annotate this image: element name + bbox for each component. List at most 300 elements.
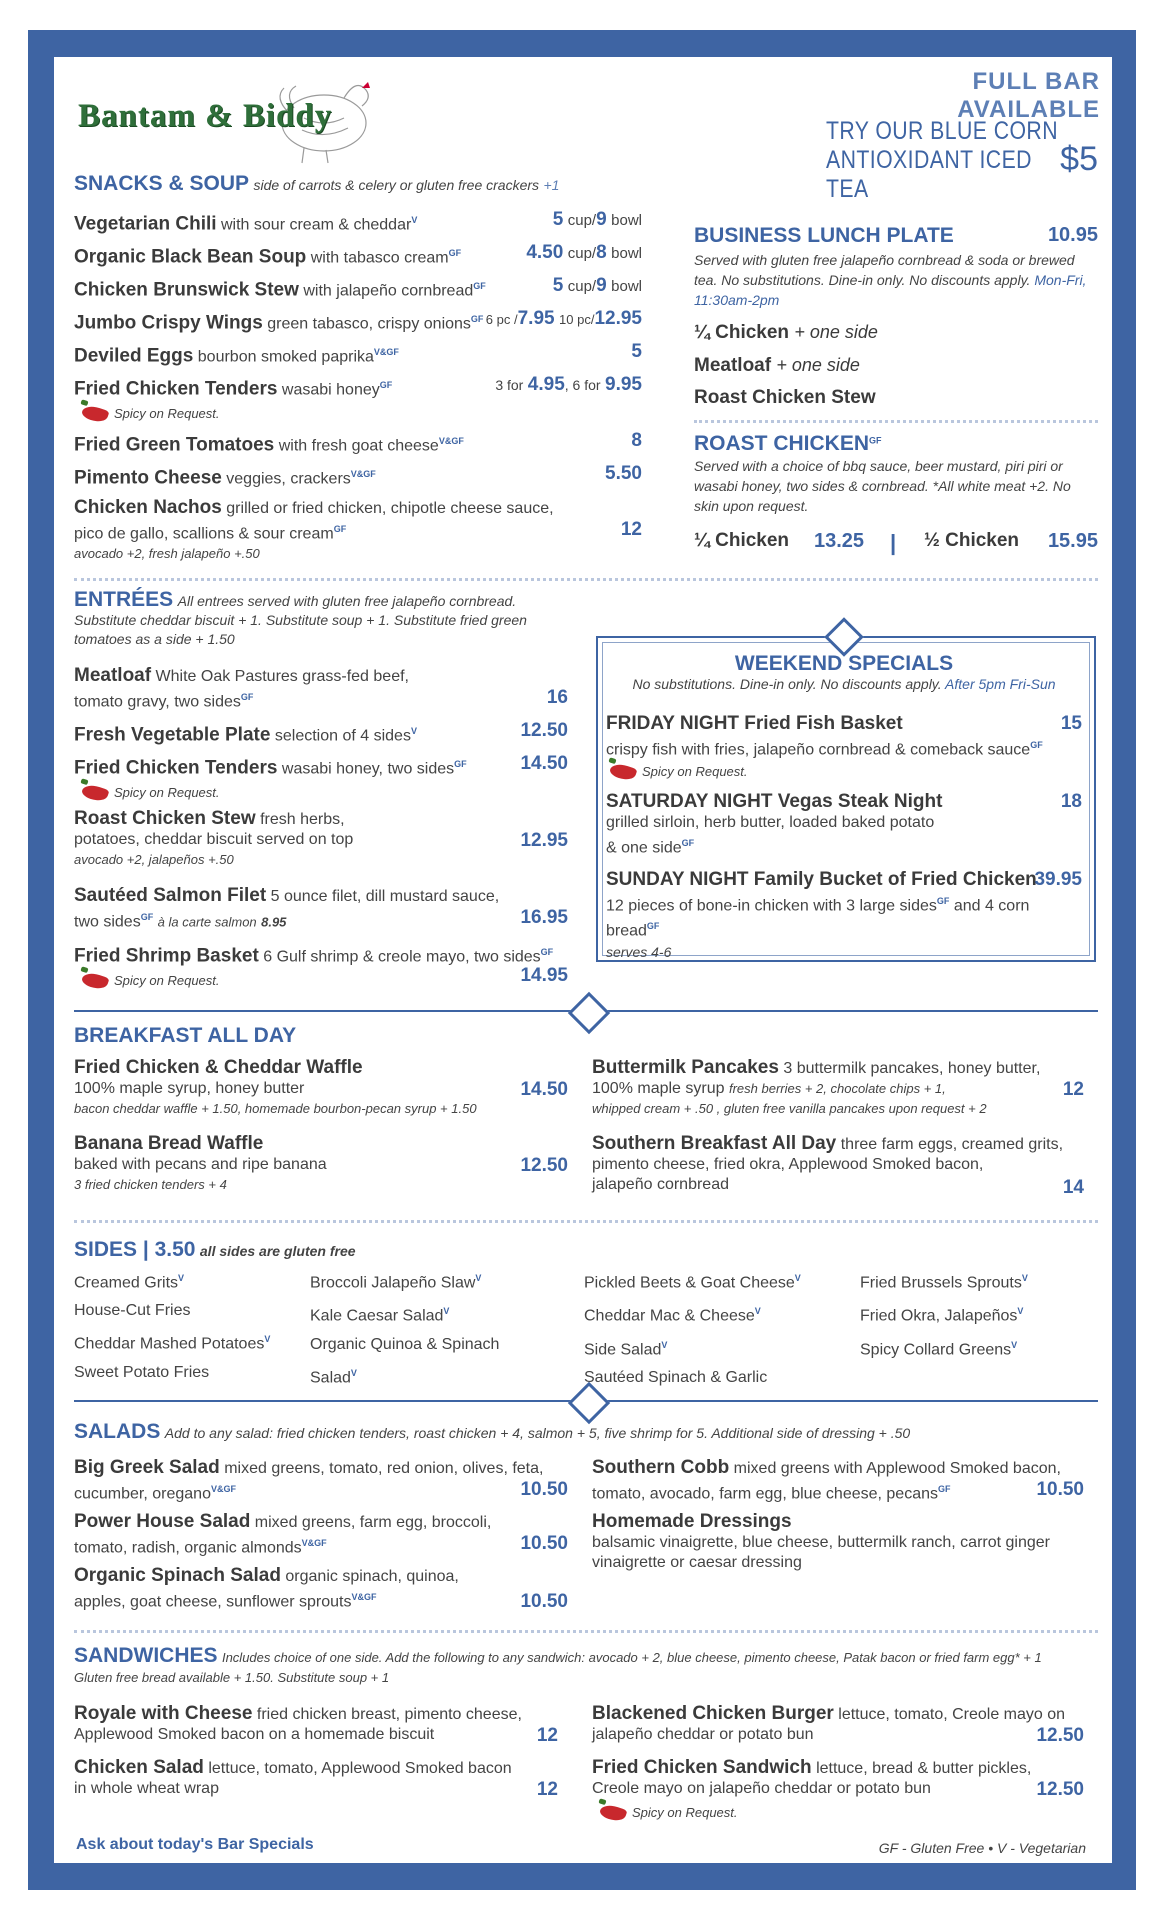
item-name: Southern Breakfast All Day bbox=[592, 1133, 837, 1154]
side-name: Side Salad bbox=[584, 1340, 662, 1358]
price: 5 bbox=[631, 341, 642, 362]
item-name: Fried Chicken & Cheddar Waffle bbox=[74, 1057, 363, 1078]
price: 14.50 bbox=[520, 1079, 568, 1100]
diet-tag: V bbox=[411, 215, 418, 225]
unit: , 6 for bbox=[564, 377, 601, 393]
diet-tag: V bbox=[754, 1306, 761, 1317]
salads-title: SALADS bbox=[74, 1420, 161, 1443]
price: 12.50 bbox=[1036, 1779, 1084, 1800]
price: 12.95 bbox=[520, 830, 568, 851]
lunch-option bbox=[694, 349, 1098, 382]
item-desc: balsamic vinaigrette, blue cheese, buttermilk ranch, carrot ginger bbox=[592, 1534, 1050, 1551]
lunch-options bbox=[694, 316, 1098, 414]
side-item bbox=[74, 1264, 304, 1297]
a-la-carte-price: 8.95 bbox=[261, 914, 287, 930]
bowl-price: 8 bbox=[596, 242, 607, 263]
side-name: Fried Brussels Sprouts bbox=[860, 1274, 1022, 1292]
side-item bbox=[584, 1297, 854, 1330]
side-name: House-Cut Fries bbox=[74, 1302, 191, 1320]
item-name: Homemade Dressings bbox=[592, 1511, 792, 1532]
side-name: Sautéed Spinach & Garlic bbox=[584, 1368, 768, 1386]
diet-tag: V&GF bbox=[301, 1538, 327, 1548]
tea-line-2: ANTIOXIDANT ICED TEA bbox=[826, 146, 1032, 203]
unit: bowl bbox=[611, 278, 642, 295]
menu-item bbox=[74, 721, 568, 746]
item-name: Vegetarian Chili bbox=[74, 213, 217, 235]
item-name: Big Greek Salad bbox=[74, 1457, 220, 1478]
item-name: FRIDAY NIGHT Fried Fish Basket bbox=[606, 713, 903, 734]
diet-tag: GF bbox=[470, 314, 484, 324]
roast-title: ROAST CHICKEN bbox=[694, 432, 870, 455]
chili-pepper-icon bbox=[598, 1802, 627, 1823]
item-name: Chicken Salad bbox=[74, 1757, 204, 1778]
item-name: Deviled Eggs bbox=[74, 345, 194, 367]
side-name: Cheddar Mac & Cheese bbox=[584, 1307, 755, 1325]
cup-price: 5 bbox=[552, 209, 564, 230]
option-extra: + one side bbox=[776, 355, 860, 375]
diet-tag: GF bbox=[681, 838, 695, 848]
item-desc: with sour cream & cheddar bbox=[221, 216, 412, 234]
item-desc: organic spinach, quinoa, bbox=[285, 1568, 459, 1585]
tea-line-2-row bbox=[826, 140, 1106, 204]
side-item bbox=[584, 1264, 854, 1297]
menu-item bbox=[592, 1058, 1084, 1119]
item-name: Organic Black Bean Soup bbox=[74, 246, 307, 268]
diet-tag: V bbox=[794, 1273, 801, 1283]
chili-pepper-icon bbox=[80, 970, 109, 991]
lunch-title: BUSINESS LUNCH PLATE bbox=[694, 224, 954, 247]
snacks-note: side of carrots & celery or gluten free crackers bbox=[253, 177, 540, 193]
price: 12 bbox=[536, 1779, 558, 1800]
menu-item bbox=[74, 342, 642, 367]
diet-tag: GF bbox=[240, 692, 254, 702]
spicy-note bbox=[82, 783, 568, 803]
unit: cup/ bbox=[567, 212, 597, 229]
item-desc: tomato gravy, two sides bbox=[74, 693, 241, 711]
spicy-note bbox=[82, 971, 568, 991]
item-desc: apples, goat cheese, sunflower sprouts bbox=[74, 1593, 352, 1611]
item-desc: tomato, avocado, farm egg, blue cheese, pecans bbox=[592, 1485, 938, 1503]
menu-item bbox=[592, 1704, 1084, 1745]
price: 10.50 bbox=[520, 1479, 568, 1500]
entrees-title: ENTRÉES bbox=[74, 588, 174, 611]
snacks-note-price: +1 bbox=[543, 177, 560, 193]
diet-tag: GF bbox=[454, 759, 467, 769]
divider bbox=[694, 420, 1098, 423]
item-desc: in whole wheat wrap bbox=[74, 1780, 219, 1797]
item-desc: 100% maple syrup bbox=[592, 1080, 725, 1097]
item-desc: cucumber, oregano bbox=[74, 1485, 211, 1503]
menu-item bbox=[74, 1566, 568, 1612]
spicy-note bbox=[610, 762, 1082, 782]
item-name: Fried Chicken Tenders bbox=[74, 757, 278, 779]
price: 10.50 bbox=[520, 1591, 568, 1612]
item-name: Sautéed Salmon Filet bbox=[74, 885, 267, 906]
lunch-desc-text: Served with gluten free jalapeño cornbread & soda or brewed tea. No substitutions. Dine-in only. No discounts apply. bbox=[694, 252, 1075, 288]
spicy-text: Spicy on Request. bbox=[642, 764, 748, 780]
diet-tag: V bbox=[1021, 1273, 1028, 1283]
option-name: Roast Chicken Stew bbox=[694, 387, 876, 408]
weekend-note bbox=[606, 676, 1082, 692]
item-desc: veggies, crackers bbox=[226, 470, 351, 488]
side-item bbox=[74, 1297, 304, 1325]
unit: 3 for bbox=[495, 377, 524, 393]
entrees-note: All entrees served with gluten free jalapeño cornbread. Substitute cheddar biscuit + 1. Substitute soup + 1. Substitute fried green tomatoes as a side + 1.50 bbox=[74, 593, 527, 647]
item-desc: grilled sirloin, herb butter, loaded baked potato bbox=[606, 814, 935, 831]
price: 8 bbox=[631, 430, 642, 451]
price: 14.95 bbox=[520, 965, 568, 986]
breakfast-title: BREAKFAST ALL DAY bbox=[74, 1024, 297, 1047]
item-note: 3 fried chicken tenders + 4 bbox=[74, 1177, 227, 1192]
item-desc: and 4 corn bread bbox=[606, 897, 1030, 940]
menu-item bbox=[74, 1758, 568, 1799]
diet-tag: V bbox=[1011, 1339, 1018, 1350]
chili-pepper-icon bbox=[80, 403, 109, 424]
option-extra: + one side bbox=[794, 322, 878, 342]
side-name: Broccoli Jalapeño Slaw bbox=[310, 1274, 476, 1292]
side-name: Spicy Collard Greens bbox=[860, 1340, 1012, 1358]
item-desc: with fresh goat cheese bbox=[278, 437, 439, 455]
sides-note: all sides are gluten free bbox=[199, 1243, 356, 1259]
item-desc: bourbon smoked paprika bbox=[197, 348, 374, 366]
menu-item bbox=[592, 1758, 1084, 1823]
price: 4.95 bbox=[527, 374, 565, 395]
item-desc: lettuce, tomato, Applewood Smoked bacon bbox=[208, 1760, 512, 1777]
item-desc: jalapeño cheddar or potato bun bbox=[592, 1726, 814, 1743]
item-desc: 3 buttermilk pancakes, honey butter, bbox=[783, 1060, 1041, 1077]
item-desc: with tabasco cream bbox=[310, 249, 449, 267]
price: 12.50 bbox=[520, 720, 568, 741]
item-desc: selection of 4 sides bbox=[274, 727, 411, 745]
a-la-carte: à la carte salmon bbox=[157, 914, 257, 930]
weekend-specials bbox=[606, 652, 1082, 692]
item-desc: 12 pieces of bone-in chicken with 3 large sides bbox=[606, 897, 937, 915]
diet-tag: V bbox=[443, 1306, 450, 1317]
menu-item bbox=[74, 431, 642, 456]
menu-item bbox=[74, 1058, 568, 1119]
item-desc: three farm eggs, creamed grits, bbox=[840, 1136, 1064, 1153]
side-item bbox=[860, 1331, 1090, 1364]
item-name: Meatloaf bbox=[74, 665, 152, 686]
item-name: SUNDAY NIGHT Family Bucket of Fried Chicken bbox=[606, 869, 1037, 890]
diet-tag: V bbox=[661, 1339, 668, 1350]
item-name: Banana Bread Waffle bbox=[74, 1133, 264, 1154]
unit: bowl bbox=[611, 212, 642, 229]
divider bbox=[74, 1220, 1098, 1223]
separator: | bbox=[890, 530, 897, 555]
sandwiches-note: Gluten free bread available + 1.50. Substitute soup + 1 bbox=[74, 1670, 390, 1685]
menu-item bbox=[74, 1704, 568, 1745]
entrees-section bbox=[74, 590, 568, 649]
diet-tag: V bbox=[264, 1334, 271, 1345]
item-name: Roast Chicken Stew bbox=[74, 808, 256, 829]
price: 12 bbox=[1062, 1079, 1084, 1100]
spicy-text: Spicy on Request. bbox=[114, 406, 220, 422]
tea-line-1: TRY OUR BLUE CORN bbox=[826, 117, 1058, 145]
item-desc: fried chicken breast, pimento cheese, bbox=[256, 1706, 522, 1723]
cup-price: 5 bbox=[552, 275, 564, 296]
item-note: bacon cheddar waffle + 1.50, homemade bourbon-pecan syrup + 1.50 bbox=[74, 1101, 477, 1116]
item-desc: mixed greens, farm egg, broccoli, bbox=[254, 1514, 492, 1531]
price: 18 bbox=[1060, 791, 1082, 812]
item-desc: baked with pecans and ripe banana bbox=[74, 1156, 327, 1173]
diet-tag: V bbox=[1017, 1306, 1024, 1317]
item-name: Fried Chicken Sandwich bbox=[592, 1757, 812, 1778]
menu-item bbox=[74, 210, 642, 235]
side-name: Kale Caesar Salad bbox=[310, 1307, 444, 1325]
price: 16 bbox=[546, 687, 568, 708]
price: 16.95 bbox=[520, 907, 568, 928]
bowl-price: 9 bbox=[596, 209, 607, 230]
side-item bbox=[310, 1297, 570, 1330]
item-desc: fresh herbs, bbox=[260, 811, 345, 828]
unit: cup/ bbox=[567, 245, 597, 262]
side-item bbox=[310, 1331, 570, 1359]
snacks-header bbox=[74, 172, 642, 196]
item-desc: mixed greens, tomato, red onion, olives, feta, bbox=[224, 1460, 544, 1477]
sandwiches-title: SANDWICHES bbox=[74, 1644, 218, 1667]
item-note: avocado +2, fresh jalapeño +.50 bbox=[74, 546, 260, 562]
bar-specials: Ask about today's Bar Specials bbox=[76, 1836, 314, 1853]
roast-chicken-section bbox=[694, 432, 1098, 558]
diet-tag: V&GF bbox=[438, 436, 464, 446]
menu-item bbox=[74, 666, 568, 712]
lunch-price: 10.95 bbox=[1047, 224, 1098, 246]
unit: cup/ bbox=[567, 278, 597, 295]
entrees-header bbox=[74, 590, 568, 649]
menu-item bbox=[74, 809, 568, 870]
item-desc: wasabi honey bbox=[281, 381, 380, 399]
tea-price: $5 bbox=[1060, 140, 1098, 178]
item-desc: White Oak Pastures grass-fed beef, bbox=[155, 668, 409, 685]
salads-header bbox=[74, 1420, 1098, 1444]
weekend-when: After 5pm Fri-Sun bbox=[945, 676, 1056, 692]
item-desc: jalapeño cornbread bbox=[592, 1176, 729, 1193]
sides-header bbox=[74, 1238, 356, 1262]
chili-pepper-icon bbox=[608, 761, 637, 782]
lunch-hours: Mon-Fri, 11:30am-2pm bbox=[694, 272, 1087, 308]
side-item bbox=[74, 1359, 304, 1387]
item-name: Fried Shrimp Basket bbox=[74, 945, 259, 967]
menu-item bbox=[74, 276, 642, 301]
menu-item bbox=[74, 1134, 568, 1195]
lunch-option bbox=[694, 316, 1098, 349]
item-name: Organic Spinach Salad bbox=[74, 1565, 281, 1586]
item-name: Chicken Nachos bbox=[74, 497, 222, 518]
side-item bbox=[310, 1264, 570, 1297]
quarter-price: 13.25 bbox=[814, 530, 865, 552]
price: 9.95 bbox=[605, 374, 642, 395]
menu-item bbox=[74, 309, 642, 334]
sides-column bbox=[310, 1264, 570, 1392]
item-desc: lettuce, tomato, Creole mayo on bbox=[838, 1706, 1066, 1723]
item-desc: Creole mayo on jalapeño cheddar or potato bun bbox=[592, 1780, 931, 1797]
item-name: Fried Chicken Tenders bbox=[74, 378, 278, 400]
diet-tag: V&GF bbox=[210, 1484, 236, 1494]
price: 12 bbox=[536, 1725, 558, 1746]
roast-prices bbox=[694, 530, 1098, 558]
side-name: Sweet Potato Fries bbox=[74, 1363, 210, 1381]
diet-tag: V&GF bbox=[350, 469, 376, 479]
item-desc: green tabasco, crispy onions bbox=[267, 315, 471, 333]
item-desc: 6 Gulf shrimp & creole mayo, two sides bbox=[263, 948, 541, 966]
menu-item bbox=[74, 1512, 568, 1558]
item-name: Buttermilk Pancakes bbox=[592, 1057, 779, 1078]
snacks-title: SNACKS & SOUP bbox=[74, 172, 250, 195]
diet-tag: GF bbox=[646, 921, 660, 932]
unit: 10 pc/ bbox=[559, 312, 595, 327]
diet-tag: V bbox=[178, 1273, 185, 1283]
price: 12.95 bbox=[594, 308, 642, 329]
item-desc: 5 ounce filet, dill mustard sauce, bbox=[270, 888, 500, 905]
side-item bbox=[584, 1331, 854, 1364]
item-name: Royale with Cheese bbox=[74, 1703, 253, 1724]
item-desc: tomato, radish, organic almonds bbox=[74, 1539, 302, 1557]
lunch-desc bbox=[694, 250, 1098, 310]
side-name: Pickled Beets & Goat Cheese bbox=[584, 1274, 795, 1292]
business-lunch-section bbox=[694, 224, 1098, 414]
price: 5.50 bbox=[605, 463, 642, 484]
price: 12 bbox=[620, 519, 642, 540]
item-desc: lettuce, bread & butter pickles, bbox=[816, 1760, 1032, 1777]
half-price: 15.95 bbox=[1047, 530, 1098, 552]
menu-item bbox=[74, 464, 642, 489]
diet-tag: V bbox=[350, 1367, 357, 1378]
unit: 6 pc / bbox=[485, 312, 518, 327]
menu-item bbox=[74, 375, 642, 424]
side-name: Fried Okra, Jalapeños bbox=[860, 1307, 1018, 1325]
side-name: Cheddar Mashed Potatoes bbox=[74, 1335, 265, 1353]
price: 14 bbox=[1062, 1177, 1084, 1198]
sides-title: SIDES | 3.50 bbox=[74, 1238, 196, 1261]
spicy-text: Spicy on Request. bbox=[632, 1805, 738, 1820]
menu-item bbox=[74, 942, 568, 991]
item-desc: & one side bbox=[606, 839, 682, 857]
item-note: whipped cream + .50 , gluten free vanilla pancakes upon request + 2 bbox=[592, 1101, 987, 1116]
divider bbox=[74, 1630, 1098, 1633]
price: 15 bbox=[1060, 713, 1082, 734]
diet-tag: GF bbox=[936, 896, 950, 906]
item-name: Jumbo Crispy Wings bbox=[74, 312, 263, 334]
diet-tag: GF bbox=[333, 524, 347, 534]
unit: bowl bbox=[611, 245, 642, 262]
menu-item bbox=[592, 1512, 1084, 1573]
item-desc: 100% maple syrup, honey butter bbox=[74, 1080, 305, 1097]
menu-item bbox=[592, 1133, 1084, 1198]
sides-column bbox=[74, 1264, 304, 1387]
item-name: Southern Cobb bbox=[592, 1457, 730, 1478]
diet-legend: GF - Gluten Free • V - Vegetarian bbox=[878, 1840, 1086, 1856]
item-desc: pimento cheese, fried okra, Applewood Smoked bacon, bbox=[592, 1156, 984, 1173]
divider bbox=[74, 578, 1098, 581]
side-item bbox=[310, 1359, 570, 1392]
diet-tag: GF bbox=[473, 281, 486, 291]
menu-item bbox=[74, 243, 642, 268]
snacks-section bbox=[74, 172, 642, 196]
quarter-label: ¼ Chicken bbox=[694, 530, 790, 551]
menu-item bbox=[74, 886, 568, 932]
side-name: Organic Quinoa & Spinach bbox=[310, 1335, 500, 1353]
bowl-price: 9 bbox=[596, 275, 607, 296]
diet-tag: V&GF bbox=[373, 347, 399, 357]
logo bbox=[74, 68, 444, 164]
sandwiches-header bbox=[74, 1646, 1104, 1688]
lunch-option bbox=[694, 382, 1098, 414]
price: 12.50 bbox=[1036, 1725, 1084, 1746]
sides-column bbox=[584, 1264, 854, 1392]
side-item bbox=[860, 1264, 1090, 1297]
price: 14.50 bbox=[520, 753, 568, 774]
weekend-item bbox=[606, 792, 1082, 858]
price: 12.50 bbox=[520, 1155, 568, 1176]
diet-tag: GF bbox=[869, 435, 882, 446]
sides-column bbox=[860, 1264, 1090, 1364]
price: 39.95 bbox=[1034, 869, 1082, 890]
item-desc: pico de gallo, scallions & sour cream bbox=[74, 525, 334, 543]
diet-tag: GF bbox=[540, 947, 554, 957]
menu-item bbox=[74, 1458, 568, 1504]
weekend-title: WEEKEND SPECIALS bbox=[734, 652, 954, 675]
option-name: ¼ Chicken bbox=[694, 322, 790, 343]
weekend-note-text: No substitutions. Dine-in only. No discounts apply. bbox=[632, 676, 942, 692]
price: 7.95 bbox=[517, 308, 555, 329]
item-desc: two sides bbox=[74, 913, 141, 931]
side-item bbox=[74, 1325, 304, 1358]
item-desc: with jalapeño cornbread bbox=[303, 282, 474, 300]
item-name: SATURDAY NIGHT Vegas Steak Night bbox=[606, 791, 943, 812]
side-item bbox=[860, 1297, 1090, 1330]
item-name: Fresh Vegetable Plate bbox=[74, 724, 271, 746]
item-note: avocado +2, jalapeños +.50 bbox=[74, 852, 234, 867]
menu-item bbox=[74, 754, 568, 803]
item-name: Pimento Cheese bbox=[74, 467, 222, 489]
side-name: Salad bbox=[310, 1368, 351, 1386]
sandwiches-note: Includes choice of one side. Add the following to any sandwich: avocado + 2, blue cheese, pimento cheese, Patak bacon or fried farm egg* + 1 bbox=[221, 1650, 1042, 1665]
item-name: Power House Salad bbox=[74, 1511, 251, 1532]
diet-tag: V bbox=[475, 1273, 482, 1283]
spicy-text: Spicy on Request. bbox=[114, 973, 220, 989]
item-desc: wasabi honey, two sides bbox=[281, 760, 455, 778]
menu-item bbox=[74, 498, 642, 564]
item-desc: mixed greens with Applewood Smoked bacon, bbox=[733, 1460, 1061, 1477]
item-desc: crispy fish with fries, jalapeño cornbread & comeback sauce bbox=[606, 741, 1031, 759]
diet-tag: GF bbox=[1030, 740, 1043, 750]
diet-tag: V bbox=[410, 726, 417, 736]
roast-desc: Served with a choice of bbq sauce, beer mustard, piri piri or wasabi honey, two sides & cornbread. *All white meat +2. No skin upon request. bbox=[694, 458, 1071, 514]
option-name: Meatloaf bbox=[694, 355, 772, 376]
item-name: Fried Green Tomatoes bbox=[74, 434, 275, 456]
weekend-item bbox=[606, 714, 1082, 782]
item-name: Blackened Chicken Burger bbox=[592, 1703, 834, 1724]
item-note: fresh berries + 2, chocolate chips + 1, bbox=[728, 1081, 946, 1096]
diet-tag: GF bbox=[448, 248, 462, 258]
price: 10.50 bbox=[1036, 1479, 1084, 1500]
logo-text: Bantam & Biddy bbox=[78, 98, 333, 134]
spicy-text: Spicy on Request. bbox=[114, 785, 220, 801]
spicy-note bbox=[600, 1803, 1084, 1823]
menu-item bbox=[592, 1458, 1084, 1504]
diet-tag: V&GF bbox=[351, 1592, 377, 1602]
full-bar-available: FULL BAR AVAILABLE bbox=[957, 68, 1100, 123]
price: 10.50 bbox=[520, 1533, 568, 1554]
iced-tea-promo bbox=[826, 117, 1106, 204]
item-desc: potatoes, cheddar biscuit served on top bbox=[74, 831, 354, 848]
item-desc: vinaigrette or caesar dressing bbox=[592, 1554, 802, 1571]
item-desc: grilled or fried chicken, chipotle cheese sauce, bbox=[226, 500, 554, 517]
diet-tag: GF bbox=[938, 1484, 951, 1494]
side-item bbox=[584, 1364, 854, 1392]
diet-tag: GF bbox=[140, 912, 154, 922]
